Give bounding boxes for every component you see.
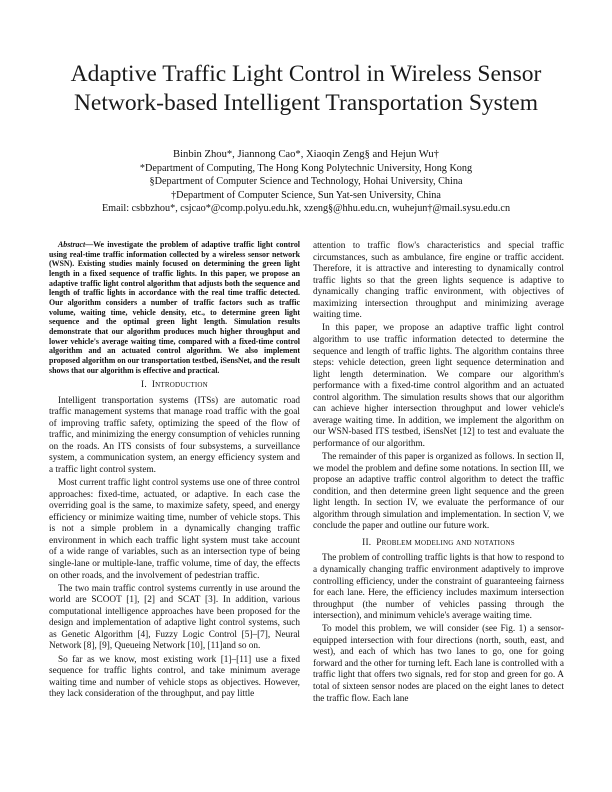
- paragraph: In this paper, we propose an adaptive traffic light control algorithm to use traffic information detected to determine the sequence and length of traffic lights. The algorithm contains three steps: vehicle detection, green light sequence determination and light length determination. We compare our algorithm's performance with a fixed-time control algorithm and an actuated control algorithm. The simulation results shows that our algorithm can achieve higher intersection throughput and lower vehicle's average waiting time. In addition, we implement the algorithm on our WSN-based ITS testbed, iSensNet [12] to test and evaluate the performance of our algorithm.: [313, 323, 564, 449]
- paragraph: So far as we know, most existing work [1]–[11] use a fixed sequence for traffic lights control, and take minimum average waiting time and number of vehicle stops as objectives. However, they lack consideration of the throughput, and pay little: [49, 654, 300, 700]
- author-block: [0, 148, 612, 216]
- affiliation-polyu: *Department of Computing, The Hong Kong Polytechnic University, Hong Kong: [139, 162, 473, 174]
- paragraph: The problem of controlling traffic lights is that how to respond to a dynamically changing traffic environment adaptively to improve controlling efficiency, under the constraint of guaranteeing fairness for each lane. Here, the efficiency includes maximum intersection throughput (the number of vehicles passing through the intersection), and minimum vehicle's average waiting time.: [313, 553, 564, 622]
- section-heading-problem-modeling: [313, 538, 564, 550]
- left-column: [49, 240, 300, 702]
- section-heading-introduction: [49, 380, 300, 392]
- section-number: I.: [141, 380, 147, 391]
- author-emails: Email: csbbzhou*, csjcao*@comp.polyu.edu.hk, xzeng§@hhu.edu.cn, wuhejun†@mail.sysu.edu.cn: [101, 203, 511, 215]
- title-line-2: Network-based Intelligent Transportation System: [73, 90, 539, 116]
- right-column: [313, 241, 564, 707]
- section-number: II.: [362, 537, 372, 548]
- paragraph: To model this problem, we will consider (see Fig. 1) a sensor-equipped intersection with four directions (north, south, east, and west), and each of which has two lanes to go, one for going forward and the other for turning left. Each lane is controlled with a traffic light that offers two signals, red for stop and green for go. A total of sixteen sensor nodes are placed on the eight lanes to detect the traffic flow. Each lane: [313, 624, 564, 704]
- section-title: Introduction: [151, 380, 208, 391]
- paragraph: Most current traffic light control systems use one of three control approaches: fixed-time, actuated, or adaptive. In each case the overriding goal is the same, to maximize safety, speed, and energy efficiency or minimize waiting time, number of vehicle stops. This is not a simple problem in a dynamically changing traffic environment in which each traffic light system must take account of a wide range of variables, such as an intersection type of being single-lane or multiple-lane, traffic volume, time of day, the effects on other roads, and the involvement of pedestrian traffic.: [49, 478, 300, 581]
- title-line-1: Adaptive Traffic Light Control in Wireless Sensor: [70, 61, 542, 87]
- author-names: Binbin Zhou*, Jiannong Cao*, Xiaoqin Zeng§ and Hejun Wu†: [173, 149, 439, 160]
- paragraph: Intelligent transportation systems (ITSs) are automatic road traffic management systems that manage road traffic with the goal of improving traffic safety, optimizing the speed of the flow of traffic, and minimizing the energy consumption of vehicles running on the roads. An ITS consists of four subsystems, a surveillance system, a communication system, an energy efficiency system and a traffic light control system.: [49, 395, 300, 476]
- section-title: Problem modeling and notations: [376, 537, 515, 548]
- paragraph: The remainder of this paper is organized as follows. In section II, we model the problem and define some notations. In section III, we propose an adaptive traffic control algorithm to detect the traffic condition, and then determine green light sequence and the green light length. In section IV, we evaluate the performance of our algorithm through simulation and implementation. In section V, we conclude the paper and outline our future work.: [313, 452, 564, 532]
- abstract-separator: —: [85, 240, 94, 249]
- paragraph: attention to traffic flow's characteristics and special traffic circumstances, such as ambulance, fire engine or traffic accident. Therefore, it is attractive and interesting to dynamically control traffic lights so that the green lights sequence is adaptive to dynamically changing traffic environment, with objectives of maximizing intersection throughput and minimizing average waiting time.: [313, 241, 564, 321]
- paragraph: The two main traffic control systems currently in use around the world are SCOOT [1], [2] and SCAT [3]. In addition, various computational intelligence approaches have been proposed for the design and implementation of adaptive light control systems, such as Genetic Algorithm [4], Fuzzy Logic Control [5]–[7], Neural Network [8], [9], Queueing Network [10], [11]and so on.: [49, 583, 300, 652]
- affiliation-hohai: §Department of Computer Science and Technology, Hohai University, China: [149, 176, 463, 188]
- abstract-label: Abstract: [58, 240, 86, 249]
- paper-title: [0, 60, 612, 118]
- abstract: [49, 240, 300, 375]
- abstract-text: We investigate the problem of adaptive traffic light control using real-time traffic information collected by a wireless sensor network (WSN). Existing studies mainly focused on determining the green light length in a fixed sequence of traffic lights. In this paper, we propose an adaptive traffic light control algorithm that adjusts both the sequence and length of traffic lights in accordance with the real time traffic detected. Our algorithm considers a number of traffic factors such as traffic volume, waiting time, vehicle density, etc., to determine green light sequence and the optimal green light length. Simulation results demonstrate that our algorithm produces much higher throughput and lower vehicle's average waiting time, compared with a fixed-time control algorithm and an actuated control algorithm. We also implement proposed algorithm on our transportation testbed, iSensNet, and the result shows that our algorithm is effective and practical.: [49, 240, 300, 375]
- affiliation-sysu: †Department of Computer Science, Sun Yat-sen University, China: [171, 189, 441, 201]
